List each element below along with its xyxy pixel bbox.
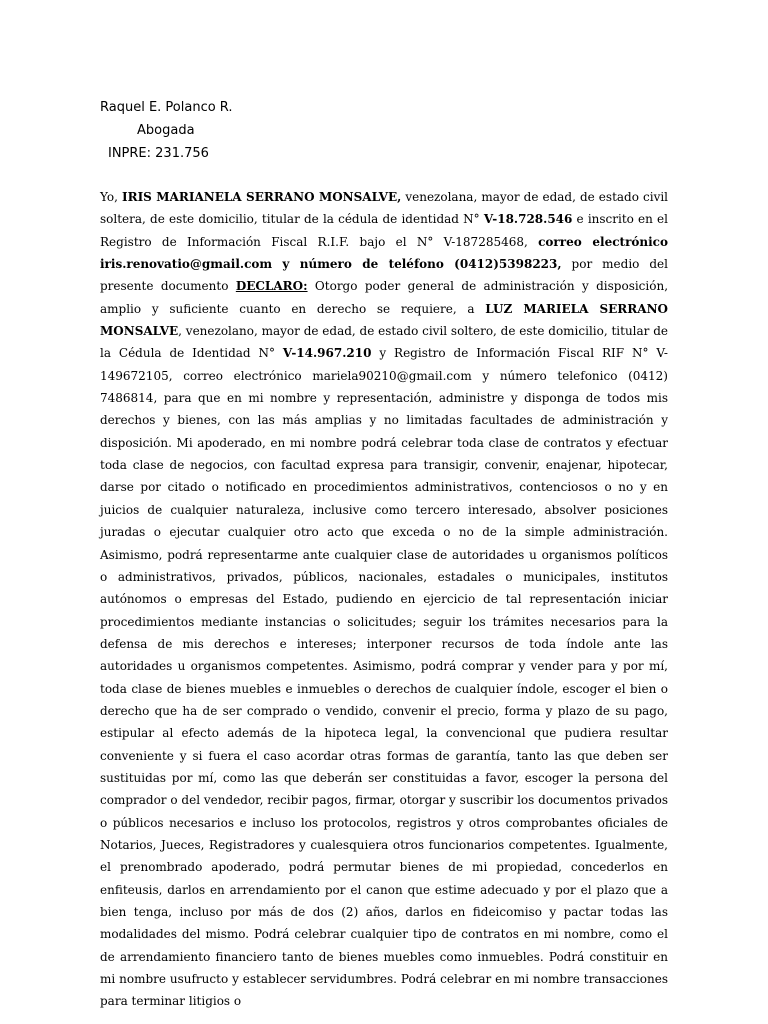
text-segment: , venezolano, mayor de edad, de estado civil soltero, de este domicilio, titular de la Cédula de Identidad N°	[100, 324, 669, 361]
grantor-id: V-18.728.546	[483, 212, 573, 227]
text-segment: Otorgo poder general de administración y disposición, amplio y suficiente cuanto en derecho se requiere, a	[100, 279, 669, 316]
text-segment: venezolana, mayor de edad, de estado civil soltera, de este domicilio, titular de la cédula de identidad N°	[100, 190, 669, 227]
attorney-id: V-14.967.210	[282, 346, 372, 361]
power-of-attorney-text	[100, 186, 668, 1013]
lawyer-title: Abogada	[137, 123, 195, 138]
grantor-contact: correo electrónico iris.renovatio@gmail.com y número de teléfono (0412)5398223,	[100, 234, 668, 272]
declaro-heading: DECLARO:	[235, 279, 308, 294]
letterhead	[100, 96, 233, 165]
attorney-name: LUZ MARIELA SERRANO MONSALVE	[100, 301, 668, 339]
inpre-number: INPRE: 231.756	[108, 146, 209, 161]
text-segment: Yo,	[100, 190, 122, 204]
lawyer-name: Raquel E. Polanco R.	[100, 100, 233, 115]
text-segment: por medio del presente documento	[100, 257, 668, 294]
grantor-name: IRIS MARIANELA SERRANO MONSALVE,	[121, 190, 402, 204]
text-segment: y Registro de Información Fiscal RIF N° V-149672105, correo electrónico mariela90210@gmail.com y número telefonico (0412) 7486814, para que en mi nombre y representación, administre y disponga de todos mis derechos y bienes, con las más amplias y no limitadas facultades de administración y disposición. Mi apoderado, en mi nombre podrá celebrar toda clase de contratos y efectuar toda clase de negocios, con facultad expresa para transigir, convenir, enajenar, hipotecar, darse por citado o notificado en procedimientos administrativos, contenciosos o no y en juicios de cualquier naturaleza, inclusive como tercero interesado, absolver posiciones juradas o ejecutar cualquier otro acto que exceda o no de la simple administración. Asimismo, podrá representarme ante cualquier clase de autoridades u organismos políticos o administrativos, privados, públicos, nacionales, estadales o municipales, institutos autónomos o empresas del Estado, pudiendo en ejercicio de tal representación iniciar procedimientos mediante instancias o solicitudes; seguir los trámites necesarios para la defensa de mis derechos e intereses; interponer recursos de toda índole ante las autoridades u organismos competentes. Asimismo, podrá comprar y vender para y por mí, toda clase de bienes muebles e inmuebles o derechos de cualquier índole, escoger el bien o derecho que ha de ser comprado o vendido, convenir el precio, forma y plazo de su pago, estipular al efecto además de la hipoteca legal, la convencional que pudiera resultar conveniente y si fuera el caso acordar otras formas de garantía, tanto las que deben ser sustituidas por mí, como las que deberán ser constituidas a favor, escoger la persona del comprador o del vendedor, recibir pagos, firmar, otorgar y suscribir los documentos privados o públicos necesarios e incluso los protocolos, registros y otros comprobantes oficiales de Notarios, Jueces, Registradores y cualesquiera otros funcionarios competentes. Igualmente, el prenombrado apoderado, podrá permutar bienes de mi propiedad, concederlos en enfiteusis, darlos en arrendamiento por el canon que estime adecuado y por el plazo que a bien tenga, incluso por más de dos (2) años, darlos en fideicomiso y pactar todas las modalidades del mismo. Podrá celebrar cualquier tipo de contratos en mi nombre, como el de arrendamiento financiero tanto de bienes muebles como inmuebles. Podrá constituir en mi nombre usufructo y establecer servidumbres. Podrá celebrar en mi nombre transacciones para terminar litigios o	[100, 346, 668, 1009]
text-segment: e inscrito en el Registro de Información Fiscal R.I.F. bajo el N° V-187285468,	[100, 212, 668, 249]
